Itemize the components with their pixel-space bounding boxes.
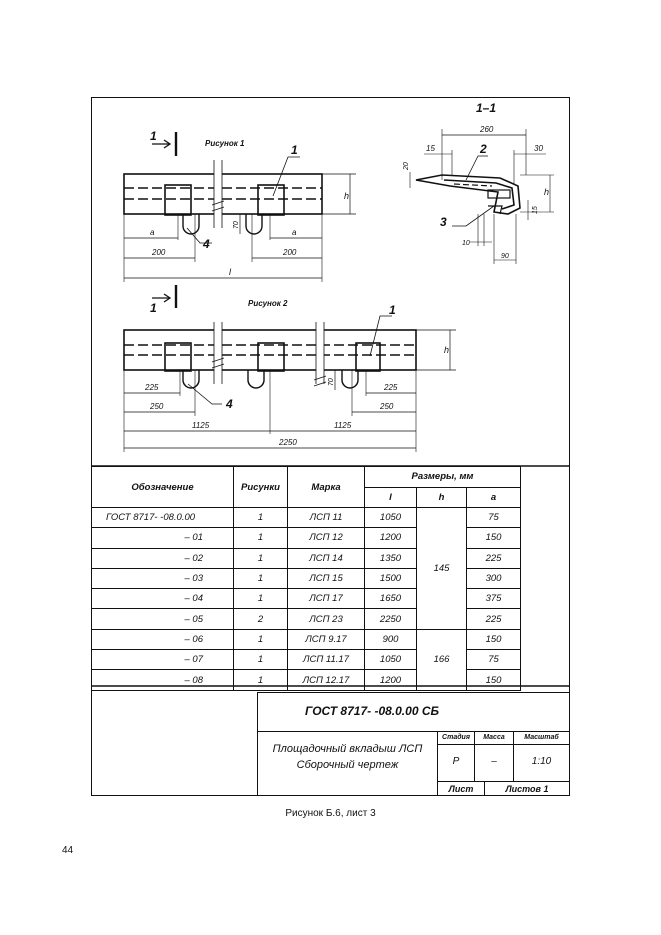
cell-designation: – 01	[92, 528, 234, 548]
figure-caption: Рисунок Б.6, лист 3	[285, 808, 376, 819]
cell-mark: ЛСП 9.17	[288, 629, 365, 649]
cell-l: 1050	[365, 650, 417, 670]
header-designation: Обозначение	[92, 467, 234, 508]
stage-label: Стадия	[442, 734, 470, 741]
cell-a: 150	[467, 528, 521, 548]
cell-l: 1350	[365, 548, 417, 568]
cell-l: 1200	[365, 528, 417, 548]
view-marker-1: 1	[150, 129, 157, 143]
fig2-dim-225-right: 225	[384, 383, 398, 392]
header-h: h	[417, 487, 467, 508]
table-row	[92, 508, 521, 528]
section-dim-10: 10	[462, 240, 470, 247]
fig2-leader-1: 1	[389, 303, 396, 317]
specification-table	[91, 466, 521, 691]
cell-l: 2250	[365, 609, 417, 629]
cell-figure: 1	[234, 528, 288, 548]
sheets-label: Листов 1	[505, 784, 549, 794]
cell-a: 75	[467, 650, 521, 670]
fig2-dim-70: 70	[328, 378, 335, 386]
fig2-leader-4: 4	[226, 397, 233, 411]
cell-figure: 1	[234, 568, 288, 588]
cell-a: 225	[467, 609, 521, 629]
cell-designation: – 07	[92, 650, 234, 670]
stage-value: Р	[452, 756, 460, 767]
view-marker-1-fig2: 1	[150, 301, 157, 315]
cell-designation: – 02	[92, 548, 234, 568]
cell-mark: ЛСП 17	[288, 589, 365, 609]
cell-mark: ЛСП 12.17	[288, 670, 365, 690]
cell-l: 900	[365, 629, 417, 649]
table-row	[92, 629, 521, 649]
section-dim-15-left: 15	[426, 144, 435, 153]
cell-a: 375	[467, 589, 521, 609]
cell-l: 1650	[365, 589, 417, 609]
document-name-line2: Сборочный чертеж	[296, 759, 399, 771]
figure-2-view	[124, 285, 456, 452]
fig2-dim-h: h	[444, 345, 450, 355]
mass-label: Масса	[483, 734, 505, 741]
header-mark: Марка	[288, 467, 365, 508]
document-code: ГОСТ 8717- -08.0.00 СБ	[305, 704, 439, 718]
cell-mark: ЛСП 11	[288, 508, 365, 528]
fig1-dim-l: l	[229, 267, 231, 277]
cell-figure: 2	[234, 609, 288, 629]
cell-figure: 1	[234, 548, 288, 568]
cell-a: 150	[467, 629, 521, 649]
header-sizes: Размеры, мм	[365, 467, 521, 488]
fig1-dim-a-right: a	[292, 228, 297, 237]
cell-a: 75	[467, 508, 521, 528]
cell-a: 225	[467, 548, 521, 568]
cell-h-group-1: 145	[417, 508, 467, 630]
section-dim-260: 260	[480, 125, 494, 134]
cell-l: 1050	[365, 508, 417, 528]
fig1-dim-200-left: 200	[152, 248, 166, 257]
section-dim-h: h	[544, 187, 550, 197]
cell-figure: 1	[234, 650, 288, 670]
cell-figure: 1	[234, 589, 288, 609]
section-leader-2: 2	[480, 142, 487, 156]
cell-a: 150	[467, 670, 521, 690]
figure-1-view	[124, 129, 356, 282]
fig2-dim-1125-right: 1125	[334, 421, 352, 430]
header-figure: Рисунки	[234, 467, 288, 508]
section-dim-90: 90	[501, 253, 509, 260]
section-label: 1–1	[476, 101, 497, 115]
cell-l: 1200	[365, 670, 417, 690]
fig1-dim-70: 70	[233, 221, 240, 229]
scale-label: Масштаб	[524, 734, 559, 741]
cell-mark: ЛСП 12	[288, 528, 365, 548]
fig1-leader-1: 1	[291, 143, 298, 157]
cell-designation: ГОСТ 8717- -08.0.00	[92, 508, 234, 528]
mass-value: –	[491, 756, 497, 767]
fig2-dim-250-left: 250	[150, 402, 164, 411]
page-number: 44	[62, 845, 74, 856]
cell-designation: – 05	[92, 609, 234, 629]
cell-designation: – 08	[92, 670, 234, 690]
section-dim-30: 30	[534, 144, 543, 153]
cell-figure: 1	[234, 670, 288, 690]
cell-designation: – 04	[92, 589, 234, 609]
cell-designation: – 03	[92, 568, 234, 588]
fig1-dim-200-right: 200	[283, 248, 297, 257]
section-1-1-view	[403, 101, 554, 264]
cell-l: 1500	[365, 568, 417, 588]
sheet-label: Лист	[448, 784, 474, 794]
figure-1-title: Рисунок 1	[205, 139, 245, 148]
header-l: l	[365, 487, 417, 508]
section-dim-15-right: 15	[532, 206, 539, 214]
cell-h-group-2: 166	[417, 629, 467, 690]
cell-designation: – 06	[92, 629, 234, 649]
cell-figure: 1	[234, 629, 288, 649]
fig1-leader-4: 4	[203, 237, 210, 251]
fig2-dim-225-left: 225	[145, 383, 159, 392]
fig2-dim-1125-left: 1125	[192, 421, 210, 430]
cell-a: 300	[467, 568, 521, 588]
cell-mark: ЛСП 11.17	[288, 650, 365, 670]
cell-mark: ЛСП 23	[288, 609, 365, 629]
cell-mark: ЛСП 15	[288, 568, 365, 588]
title-block	[257, 692, 570, 796]
document-name-line1: Площадочный вкладыш ЛСП	[272, 743, 423, 755]
fig2-dim-2250: 2250	[279, 438, 297, 447]
cell-figure: 1	[234, 508, 288, 528]
fig1-dim-h: h	[344, 191, 350, 201]
fig2-dim-250-right: 250	[380, 402, 394, 411]
header-a: a	[467, 487, 521, 508]
fig1-dim-a-left: a	[150, 228, 155, 237]
section-leader-3: 3	[440, 215, 447, 229]
scale-value: 1:10	[531, 756, 552, 767]
section-dim-20: 20	[403, 162, 410, 170]
cell-mark: ЛСП 14	[288, 548, 365, 568]
figure-2-title: Рисунок 2	[248, 299, 288, 308]
